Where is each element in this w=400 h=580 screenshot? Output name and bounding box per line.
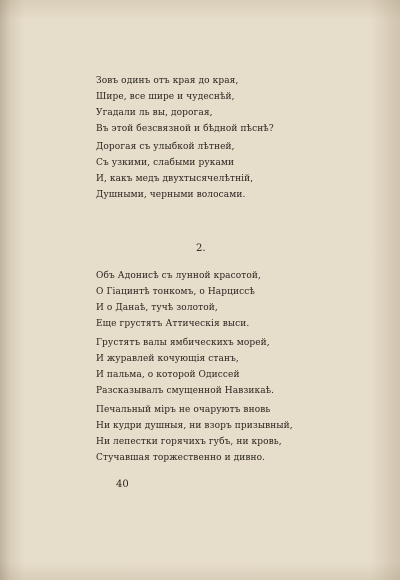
poem-line: Печальный міръ не очаруютъ вновь [96, 405, 271, 415]
poem-line: Разсказывалъ смущенной Навзикаѣ. [96, 386, 275, 396]
poem-line: Стучавшая торжественно и дивно. [96, 453, 266, 463]
poem-line: Съ узкими, слабыми руками [96, 158, 235, 168]
page-number: 40 [116, 479, 129, 490]
poem-line: Шире, все шире и чудеснѣй, [96, 92, 235, 102]
stanza-1 [96, 73, 274, 137]
poem-line: И пальма, о которой Одиссей [96, 370, 240, 380]
stanza-3 [96, 268, 261, 332]
poem-line: И о Данаѣ, тучѣ золотой, [96, 303, 218, 313]
poem-line: Ни кудри душныя, ни взоръ призывный, [96, 421, 293, 431]
poem-line: И журавлей кочующія станъ, [96, 354, 239, 364]
poem-line: Въ этой безсвязной и бѣдной пѣснѣ? [96, 124, 274, 134]
poem-line: Грустятъ валы ямбическихъ морей, [96, 338, 270, 348]
poem-line: Еще грустятъ Аттическія выси. [96, 319, 250, 329]
poem-line: О Гіацинтѣ тонкомъ, о Нарциссѣ [96, 287, 255, 297]
poem-line: И, какъ медъ двухтысячелѣтній, [96, 174, 254, 184]
poem-line: Душными, черными волосами. [96, 190, 246, 200]
stanza-5 [96, 402, 293, 466]
poem-line: Ни лепестки горячихъ губъ, ни кровь, [96, 437, 282, 447]
poem-line: Объ Адонисѣ съ лунной красотой, [96, 271, 261, 281]
poem-line: Дорогая съ улыбкой лѣтней, [96, 142, 235, 152]
stanza-2 [96, 139, 253, 203]
stanza-4 [96, 335, 274, 399]
section-number: 2. [196, 243, 206, 254]
poem-line: Зовъ одинъ отъ края до края, [96, 76, 239, 86]
poem-line: Угадали ль вы, дорогая, [96, 108, 213, 118]
